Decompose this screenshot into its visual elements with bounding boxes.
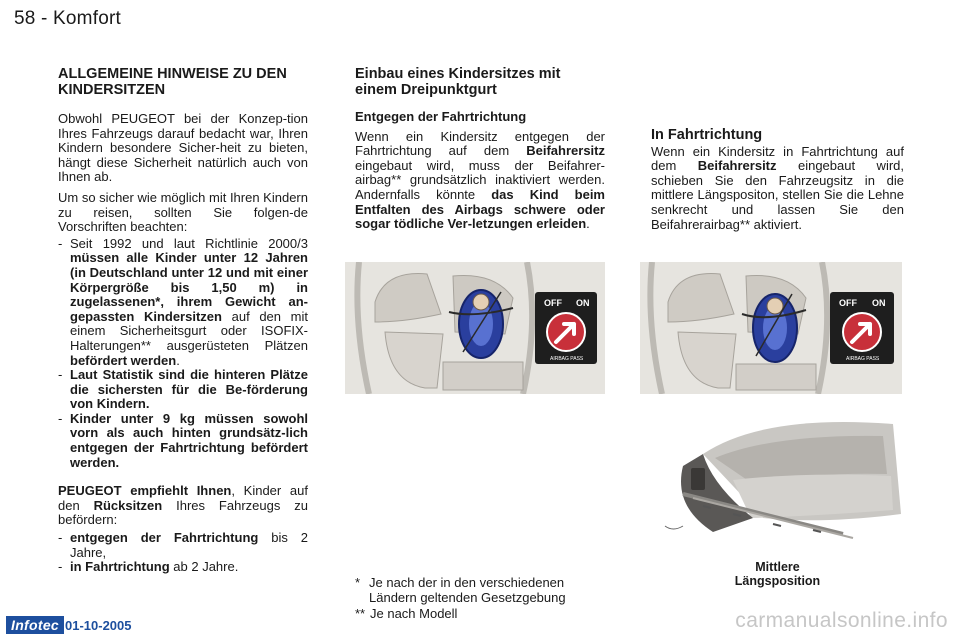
footnote-text: Je nach Modell — [370, 606, 458, 622]
list-dash: - — [58, 410, 63, 426]
airbag-off-label: OFF — [839, 298, 857, 308]
list-item: - entgegen der Fahrtrichtung bis 2 Jahre, — [58, 530, 308, 560]
footnotes — [355, 576, 610, 622]
airbag-switch-label: AIRBAG PASS — [550, 356, 584, 362]
list-dash: - — [58, 559, 63, 575]
forward-paragraph: Wenn ein Kindersitz in Fahrtrichtung auf dem Beifahrersitz eingebaut wird, schieben Sie den Fahrzeugsitz in die mittlere Längspositon, stellen Sie die Lehne senkrecht und lassen Sie den Beifahrerairbag** aktiviert. — [651, 143, 905, 232]
forward-heading: In Fahrtrichtung — [651, 127, 763, 143]
column-general — [58, 67, 308, 575]
list-item: - Seit 1992 und laut Richtlinie 2000/3 müssen alle Kinder unter 12 Jahren (in Deutschland unter 12 und mit einer Körpergröße bis 1,50 m) in zugelassenen*, ihrem Gewicht an-gepassten Kindersitzen auf den mit einem Sicherheitsgurt oder ISOFIX-Halterungen** ausgerüsteten Plätzen befördert werden. — [58, 235, 308, 368]
column-three-point-belt — [355, 67, 605, 238]
general-paragraph-2: Um so sicher wie möglich mit Ihren Kindern zu reisen, sollten Sie folgen-de Vorschriften beachten: — [58, 189, 308, 235]
airbag-switch-label: AIRBAG PASS — [846, 356, 880, 362]
header-separator: - — [41, 8, 48, 29]
footer-date: 01-10-2005 — [65, 617, 132, 633]
footnote-mark: * — [355, 575, 361, 590]
page-header — [14, 8, 121, 30]
footnote — [355, 607, 610, 622]
column-forward-facing — [651, 128, 904, 238]
page-number: 58 — [14, 8, 36, 29]
recommendation-paragraph: PEUGEOT empfiehlt Ihnen, Kinder auf den Rücksitzen Ihres Fahrzeugs zu befördern: — [58, 483, 308, 528]
rearward-subheading: Entgegen der Fahrtrichtung — [355, 109, 527, 124]
general-heading: ALLGEMEINE HINWEISE ZU DEN KINDERSITZEN — [58, 66, 287, 98]
airbag-on-label: ON — [872, 298, 886, 308]
forward-facing-seat-svg — [640, 262, 902, 394]
rear-facing-seat-illustration — [345, 262, 605, 394]
airbag-on-label: ON — [576, 298, 590, 308]
footnote — [355, 576, 610, 605]
airbag-off-label: OFF — [544, 298, 562, 308]
infotec-logo: Infotec — [6, 616, 64, 634]
list-dash: - — [58, 530, 63, 546]
seat-rail-svg — [643, 414, 903, 544]
forward-facing-seat-illustration — [640, 262, 902, 394]
list-item: - in Fahrtrichtung ab 2 Jahre. — [58, 559, 239, 575]
list-item: - Laut Statistik sind die hinteren Plätze die sichersten für die Be-förderung von Kindern. — [58, 367, 308, 412]
footnote-text: Je nach der in den verschiedenen Ländern geltenden Gesetzgebung — [369, 575, 566, 605]
section-title: Komfort — [53, 8, 121, 29]
footnote-mark: ** — [355, 606, 366, 622]
seat-rail-caption: Mittlere Längsposition — [734, 560, 821, 588]
list-dash: - — [58, 235, 63, 251]
rearward-paragraph: Wenn ein Kindersitz entgegen der Fahrtrichtung auf dem Beifahrersitz eingebaut wird, muss der Beifahrer-airbag** grundsätzlich inaktiviert werden. Andernfalls könnte das Kind beim Entfalten des Airbags schwere oder sogar tödliche Ver-letzungen erleiden. — [355, 128, 605, 232]
footer — [6, 616, 132, 634]
watermark: carmanualsonline.info — [735, 609, 948, 632]
rear-facing-seat-svg — [345, 262, 605, 394]
three-point-heading: Einbau eines Kindersitzes mit einem Dreipunktgurt — [355, 66, 561, 98]
general-paragraph-1: Obwohl PEUGEOT bei der Konzep-tion Ihres Fahrzeugs darauf bedacht war, Ihren Kindern besondere Sicher-heit zu bieten, hängt diese Sicherheit natürlich auch von Ihnen ab. — [58, 111, 308, 185]
list-item: - Kinder unter 9 kg müssen sowohl vorn als auch hinten grundsätz-lich entgegen der Fahrtrichtung befördert werden. — [58, 410, 308, 470]
list-dash: - — [58, 367, 63, 383]
seat-rail-illustration — [643, 414, 903, 544]
